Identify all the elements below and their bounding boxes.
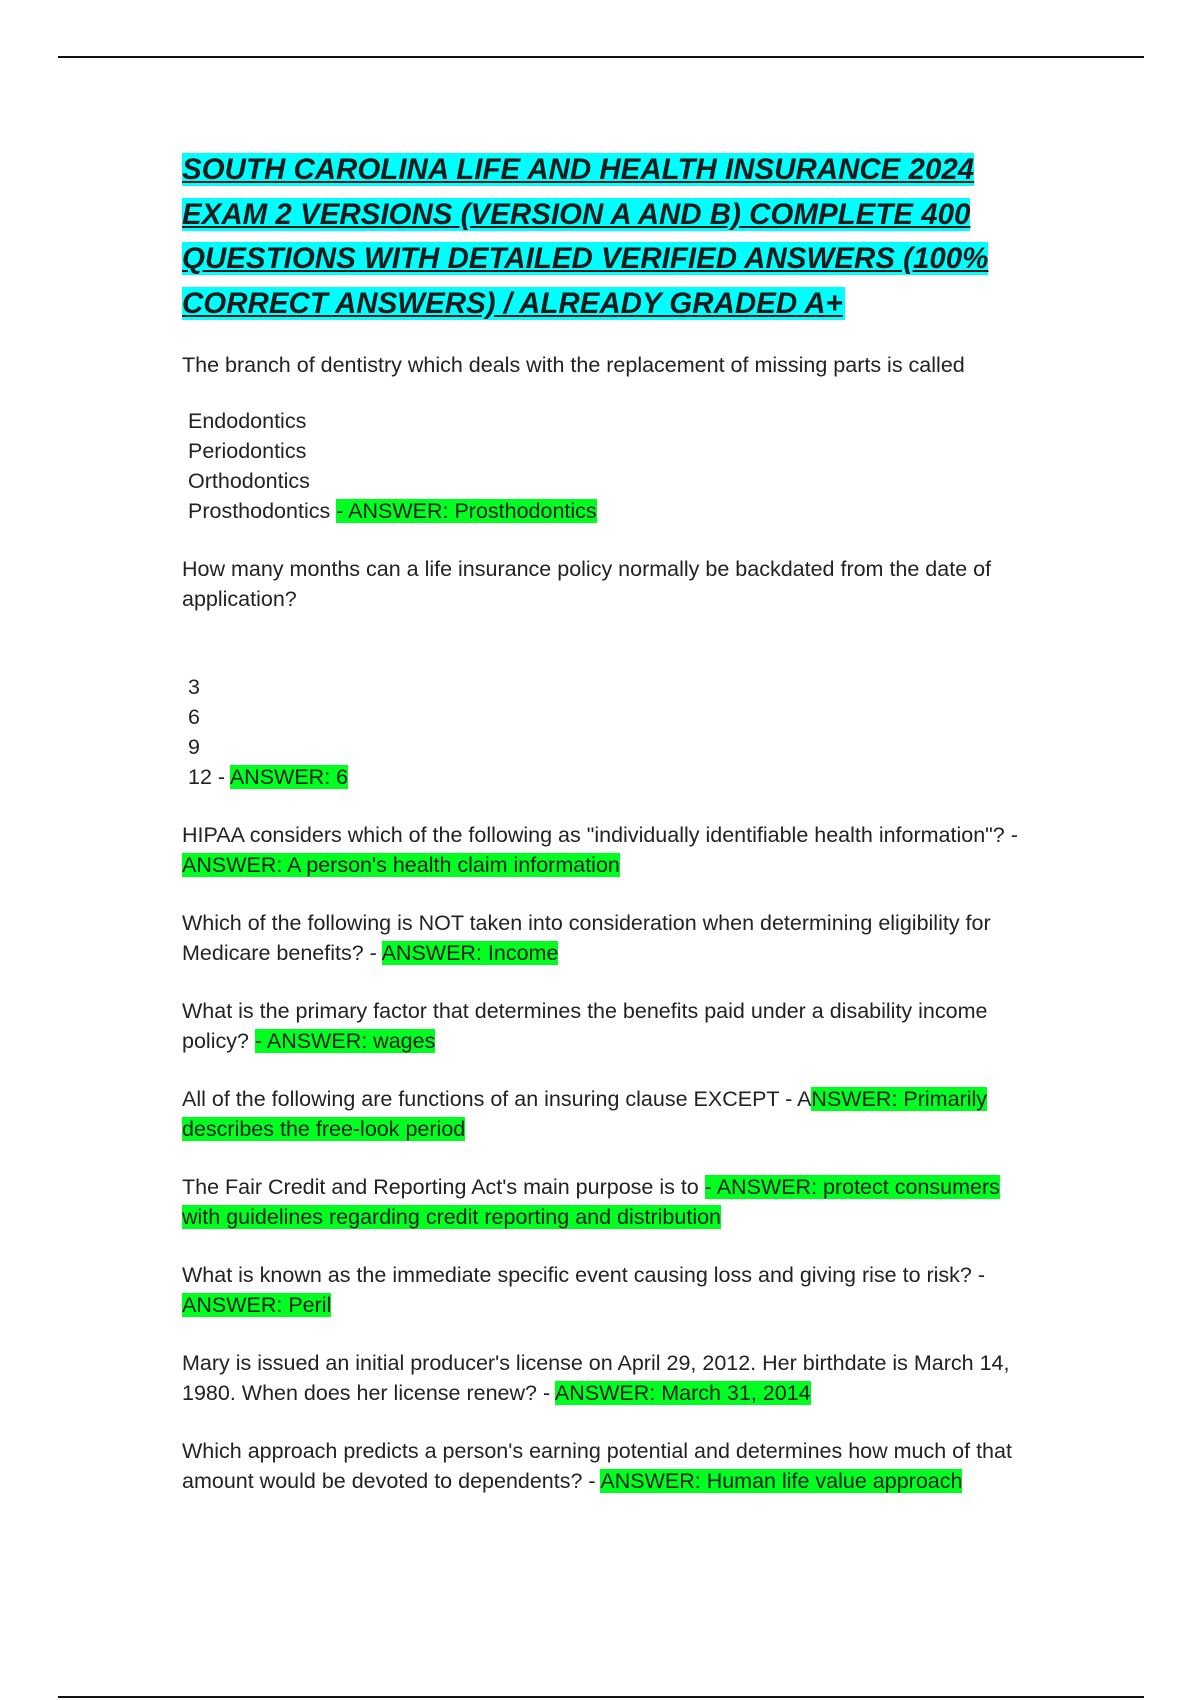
qa-item-2 <box>182 554 1022 792</box>
qa-item-4 <box>182 908 1022 968</box>
qa-item-10 <box>182 1436 1022 1496</box>
question-text: Which approach predicts a person's earning potential and determines how much of that amount would be devoted to dependents? - <box>182 1439 1012 1493</box>
option-with-answer <box>188 762 1022 792</box>
answer-highlight: ANSWER: Human life value approach <box>600 1469 963 1493</box>
options-list <box>182 672 1022 792</box>
answer-highlight: ANSWER: Income <box>381 941 559 965</box>
option-with-answer <box>188 496 1022 526</box>
option: Prosthodontics <box>188 499 331 523</box>
option: 9 <box>188 735 200 759</box>
title-highlight: SOUTH CAROLINA LIFE AND HEALTH INSURANCE 2024 EXAM 2 VERSIONS (VERSION A AND B) COMPLETE 400 QUESTIONS WITH DETAILED VERIFIED ANSWERS (100% CORRECT ANSWERS) / ALREADY GRADED A+ <box>182 153 989 320</box>
option: 12 <box>188 765 212 789</box>
question-text: The Fair Credit and Reporting Act's main purpose is to <box>182 1175 705 1199</box>
qa-item-6 <box>182 1084 1022 1144</box>
separator: - <box>211 765 230 789</box>
option: Periodontics <box>188 439 307 463</box>
top-rule <box>58 56 1144 58</box>
question-text: The branch of dentistry which deals with the replacement of missing parts is called <box>182 353 965 377</box>
document-body <box>182 148 1022 1524</box>
question-text: HIPAA considers which of the following as "individually identifiable health information"? - <box>182 823 1018 847</box>
answer-highlight: - ANSWER: protect consumers with guidelines regarding credit reporting and distribution <box>182 1175 1000 1229</box>
option: 3 <box>188 675 200 699</box>
qa-item-9 <box>182 1348 1022 1408</box>
question-text: What is the primary factor that determines the benefits paid under a disability income policy? <box>182 999 988 1053</box>
qa-item-7 <box>182 1172 1022 1232</box>
option: Endodontics <box>188 409 307 433</box>
question-text: What is known as the immediate specific event causing loss and giving rise to risk? - <box>182 1263 986 1287</box>
options-list <box>182 406 1022 526</box>
answer-highlight: ANSWER: A person's health claim information <box>182 853 620 877</box>
qa-item-3 <box>182 820 1022 880</box>
answer-highlight: ANSWER: March 31, 2014 <box>554 1381 811 1405</box>
answer-highlight: - ANSWER: wages <box>254 1029 436 1053</box>
qa-item-1 <box>182 350 1022 526</box>
question-text: All of the following are functions of an insuring clause EXCEPT - A <box>182 1087 812 1111</box>
answer-highlight: NSWER: Primarily describes the free-look period <box>182 1087 988 1141</box>
answer-highlight: - ANSWER: Prosthodontics <box>336 499 597 523</box>
answer-highlight: ANSWER: Peril <box>182 1293 332 1317</box>
document-title <box>182 148 1022 326</box>
qa-item-8 <box>182 1260 1022 1320</box>
question-text: How many months can a life insurance policy normally be backdated from the date of application? <box>182 557 992 611</box>
answer-highlight: ANSWER: 6 <box>229 765 349 789</box>
bottom-rule <box>58 1696 1144 1698</box>
question-text: Mary is issued an initial producer's license on April 29, 2012. Her birthdate is March 14, 1980. When does her license renew? - <box>182 1351 1010 1405</box>
option: 6 <box>188 705 200 729</box>
option: Orthodontics <box>188 469 310 493</box>
question-text: Which of the following is NOT taken into consideration when determining eligibility for Medicare benefits? - <box>182 911 991 965</box>
qa-item-5 <box>182 996 1022 1056</box>
